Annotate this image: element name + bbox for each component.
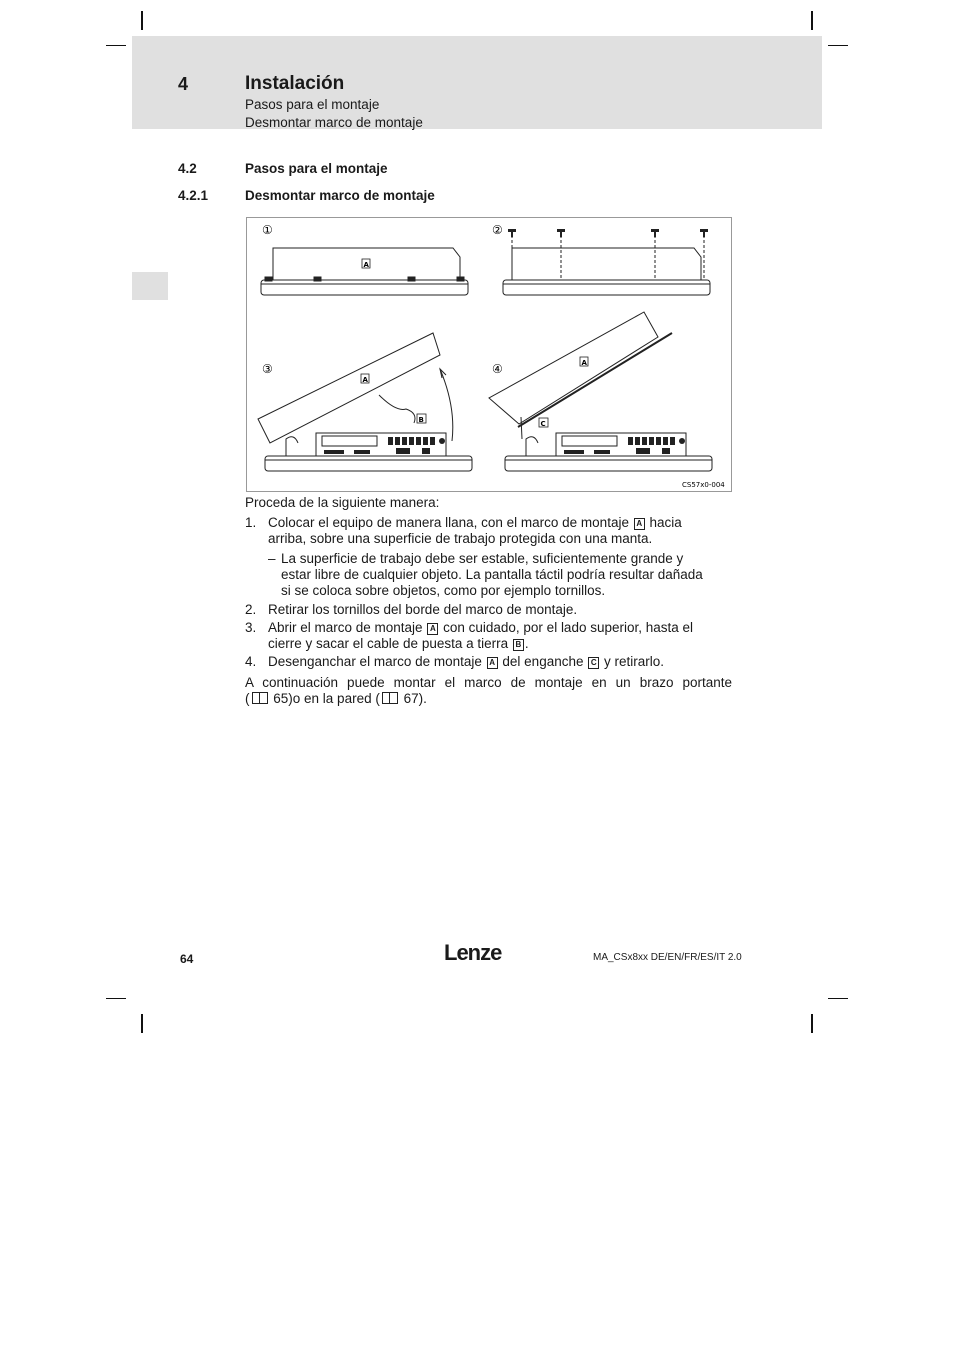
outro-text: A continuación puede montar el marco de montaje en un brazo portante (245, 675, 732, 690)
book-icon (382, 692, 398, 704)
document-id: MA_CSx8xx DE/EN/FR/ES/IT 2.0 (593, 952, 742, 963)
callout-b: B (418, 416, 424, 424)
callout-a-ref: A (487, 657, 498, 669)
note-line: estar libre de cualquier objeto. La pantalla táctil podría resultar dañada (281, 567, 703, 582)
crop-mark (141, 1014, 143, 1033)
crop-mark (828, 998, 848, 999)
figure-code: CS57x0-004 (682, 481, 725, 489)
intro-text: Proceda de la siguiente manera: (245, 495, 440, 510)
step-number: 4. (245, 654, 257, 669)
crop-mark (811, 1014, 813, 1033)
book-icon (252, 692, 268, 704)
step-4: Desenganchar el marco de montaje A del enganche C y retirarlo. (268, 654, 665, 669)
crop-mark (811, 11, 813, 30)
callout-a-ref: A (634, 518, 645, 530)
chapter-subtitle: Pasos para el montaje (245, 97, 380, 112)
note-line: si se coloca sobre objetos, como por ejemplo tornillos. (281, 583, 606, 598)
lenze-logo: Lenze (444, 940, 502, 965)
step-number: 1. (245, 515, 257, 530)
callout-c: C (540, 420, 546, 428)
callout-a: A (362, 376, 368, 384)
subsection-number: 4.2.1 (178, 188, 209, 203)
chapter-header (132, 36, 822, 129)
step-3-cont: cierre y sacar el cable de puesta a tierra B . (268, 636, 529, 651)
step-marker-3: ③ (262, 362, 273, 376)
chapter-title: Instalación (245, 73, 345, 94)
callout-a-ref: A (427, 623, 438, 635)
step-1: Colocar el equipo de manera llana, con el marco de montaje A hacia (268, 515, 682, 530)
chapter-tab (132, 272, 168, 300)
installation-figure (246, 217, 732, 492)
callout-c-ref: C (588, 657, 599, 669)
chapter-subtitle: Desmontar marco de montaje (245, 115, 423, 130)
note-dash: – (268, 551, 276, 566)
callout-a: A (581, 359, 587, 367)
chapter-number: 4 (178, 74, 189, 94)
crop-mark (828, 45, 848, 46)
subsection-title: Desmontar marco de montaje (245, 188, 435, 203)
step-2: Retirar los tornillos del borde del marco de montaje. (268, 602, 578, 617)
callout-b-ref: B (513, 639, 524, 651)
step-marker-2: ② (492, 223, 503, 237)
crop-mark (106, 45, 126, 46)
section-number: 4.2 (178, 161, 197, 176)
crop-mark (106, 998, 126, 999)
step-3: Abrir el marco de montaje A con cuidado, por el lado superior, hasta el (268, 620, 694, 635)
callout-a: A (363, 261, 369, 269)
note-line: La superficie de trabajo debe ser estable, suficientemente grande y (281, 551, 684, 566)
step-number: 3. (245, 620, 257, 635)
step-1-cont: arriba, sobre una superficie de trabajo protegida con una manta. (268, 531, 653, 546)
page-number: 64 (180, 952, 194, 966)
outro-refs: ( 65)o en la pared ( 67). (245, 691, 427, 706)
step-marker-1: ① (262, 223, 273, 237)
crop-mark (141, 11, 143, 30)
section-title: Pasos para el montaje (245, 161, 388, 176)
step-number: 2. (245, 602, 257, 617)
step-marker-4: ④ (492, 362, 503, 376)
